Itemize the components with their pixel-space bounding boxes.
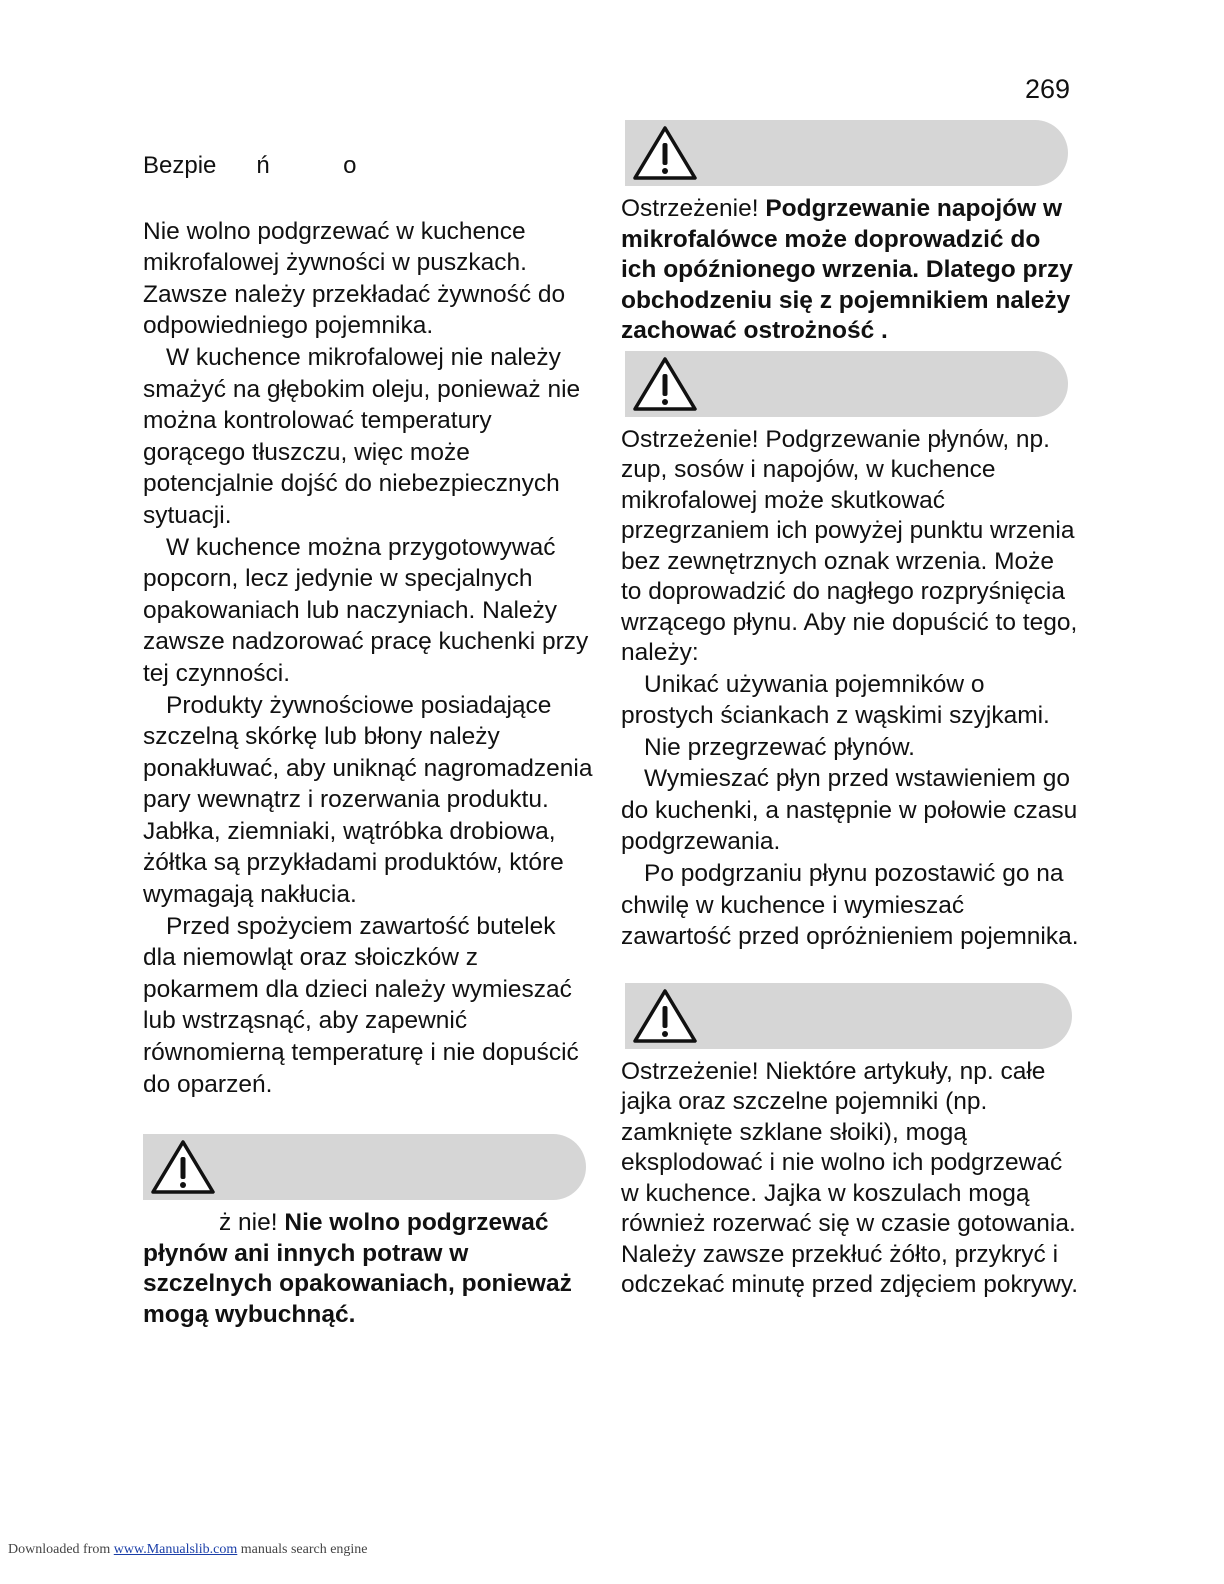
warning-text: Ostrzeżenie! Podgrzewanie płynów, np. zup, sosów i napojów, w kuchence mikrofalowej może skutkować przegrzaniem ich powyżej punktu wrzenia bez zewnętrznych oznak wrzenia. Może to doprowadzić do nagłego rozpryśnięcia wrzącego płynu. Aby nie dopuścić to tego, należy: — [621, 425, 1078, 666]
warning-bar — [625, 983, 1072, 1049]
list-item: Po podgrzaniu płynu pozostawić go na chwilę w kuchence i wymieszać zawartość przed opróżnieniem pojemnika. — [621, 860, 1079, 951]
warning-bar — [625, 120, 1068, 186]
warning-bold-text: Nie wolno podgrzewać płynów ani innych potraw w szczelnych opakowaniach, ponieważ mogą wybuchnąć. — [143, 1209, 572, 1328]
warning-bold-text: Podgrzewanie napojów w mikrofalówce może doprowadzić do ich opóźnionego wrzenia. Dlatego przy obchodzeniu się z pojemnikiem należy zachować ostrożność . — [621, 195, 1073, 344]
list-item: Nie przegrzewać płynów. — [644, 733, 915, 761]
warning-triangle-icon — [631, 987, 699, 1045]
right-column — [621, 120, 1079, 1301]
paragraph: W kuchence można przygotowywać popcorn, lecz jedynie w specjalnych opakowaniach lub naczyniach. Należy zawsze nadzorować pracę kuchenki przy tej czynności. — [143, 533, 589, 687]
page-number: 269 — [1024, 74, 1070, 104]
warning-text — [143, 1208, 593, 1330]
warning-triangle-icon — [631, 355, 699, 413]
paragraph: Przed spożyciem zawartość butelek dla niemowląt oraz słoiczków z pokarmem dla dzieci należy wymieszać lub wstrząsnąć, aby zapewnić równomierną temperaturę i nie dopuścić do oparzeń. — [143, 912, 579, 1098]
warning-text: Ostrzeżenie! Niektóre artykuły, np. całe jajka oraz szczelne pojemniki (np. zamknięte szklane słoiki), mogą eksplodować i nie wolno ich podgrzewać w kuchence. Jajka w koszulach mogą również rozerwać się w czasie gotowania. Należy zawsze przekłuć żółto, przykryć i odczekać minutę przed zdjęciem pokrywy. — [621, 1057, 1079, 1299]
warning-bar — [143, 1134, 586, 1200]
warning-triangle-icon — [631, 124, 699, 182]
warning-triangle-icon — [149, 1138, 217, 1196]
paragraph: W kuchence mikrofalowej nie należy smażyć na głębokim oleju, ponieważ nie można kontrolować temperatury gorącego tłuszczu, więc może potencjalnie dojść do niebezpiecznych sytuacji. — [143, 343, 581, 529]
footer-prefix: Downloaded from — [8, 1542, 114, 1557]
paragraph: Produkty żywnościowe posiadające szczelną skórkę lub błony należy ponakłuwać, aby uniknąć nagromadzenia pary wewnątrz i rozerwania produktu. Jabłka, ziemniaki, wątróbka drobiowa, żółtka są przykładami produktów, które wymagają nakłucia. — [143, 691, 593, 909]
warning-bar — [625, 351, 1068, 417]
warning-text — [621, 194, 1079, 347]
section-heading: Bezpie ń o — [143, 152, 357, 179]
paragraph: Nie wolno podgrzewać w kuchence mikrofalowej żywności w puszkach. Zawsze należy przekładać żywność do odpowiedniego pojemnika. — [143, 217, 566, 340]
list-item: Unikać używania pojemników o prostych ściankach z wąskimi szyjkami. — [621, 670, 1050, 730]
warning-prefix: ż nie! — [219, 1209, 285, 1237]
warning-prefix: Ostrzeżenie! — [621, 195, 766, 222]
left-column — [143, 150, 593, 1330]
manualslib-link[interactable]: www.Manualslib.com — [113, 1542, 238, 1557]
footer-suffix: manuals search engine — [237, 1542, 368, 1557]
footer — [8, 1542, 368, 1558]
list-item: Wymieszać płyn przed wstawieniem go do kuchenki, a następnie w połowie czasu podgrzewania. — [621, 765, 1078, 856]
